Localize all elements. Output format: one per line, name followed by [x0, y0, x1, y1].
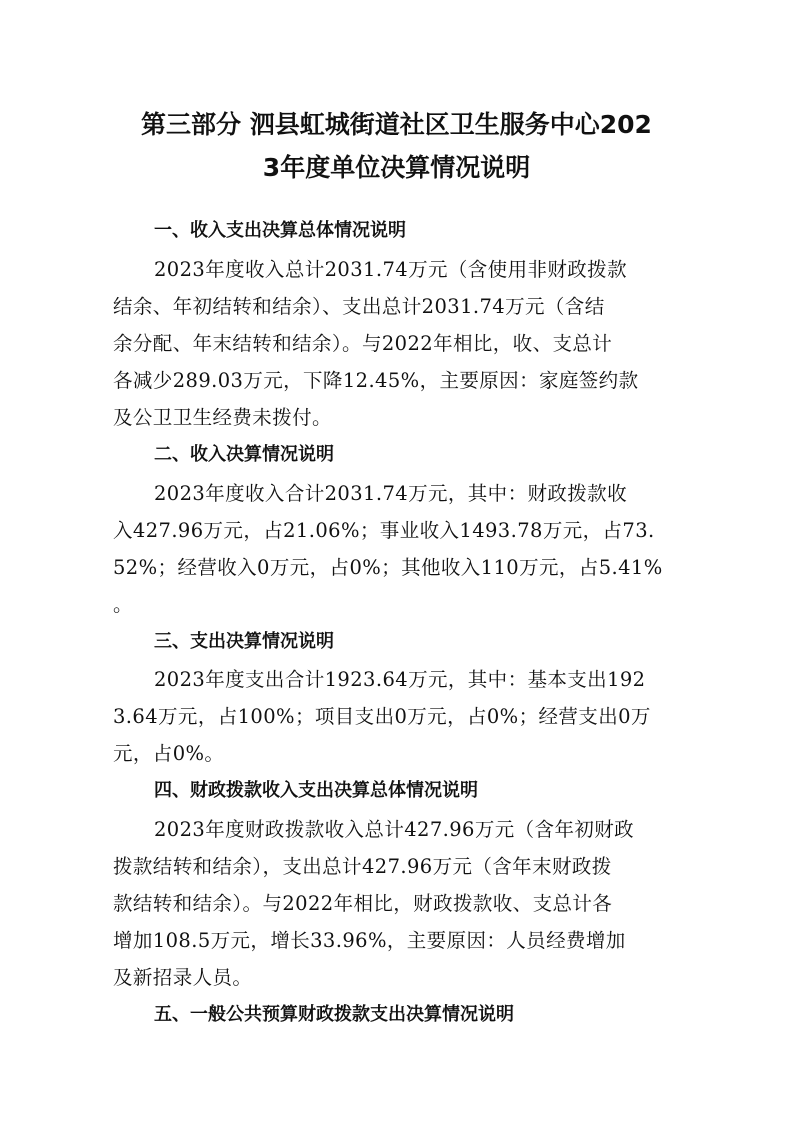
section-1-heading: 一、收入支出决算总体情况说明 — [154, 220, 406, 241]
section-4-paragraph-line: 及新招录人员。 — [113, 966, 253, 989]
section-1-paragraph-line: 结余、年初结转和结余）、支出总计2031.74万元（含结 — [113, 295, 605, 318]
section-1-paragraph-line: 2023年度收入总计2031.74万元（含使用非财政拨款 — [154, 258, 627, 281]
section-4-paragraph-line: 款结转和结余）。与2022年相比，财政拨款收、支总计各 — [113, 892, 613, 915]
section-1-paragraph-line: 及公卫卫生经费未拨付。 — [113, 406, 332, 429]
section-3-paragraph-line: 元，占0%。 — [113, 742, 225, 765]
section-4-paragraph-line: 增加108.5万元，增长33.96%，主要原因：人员经费增加 — [113, 929, 626, 952]
section-3-heading: 三、支出决算情况说明 — [154, 631, 334, 652]
section-4-paragraph-line: 2023年度财政拨款收入总计427.96万元（含年初财政 — [154, 818, 635, 841]
section-5-heading: 五、一般公共预算财政拨款支出决算情况说明 — [154, 1004, 514, 1025]
section-4-paragraph-line: 拨款结转和结余），支出总计427.96万元（含年末财政拨 — [113, 855, 612, 878]
section-2-paragraph-line: 入427.96万元，占21.06%；事业收入1493.78万元，占73. — [113, 519, 655, 542]
section-2-heading: 二、收入决算情况说明 — [154, 444, 334, 465]
section-2-paragraph-line: 52%；经营收入0万元，占0%；其他收入110万元，占5.41% — [113, 556, 663, 579]
section-1-paragraph-line: 余分配、年末结转和结余）。与2022年相比，收、支总计 — [113, 332, 613, 355]
page-title-line-1: 第三部分 泗县虹城街道社区卫生服务中心202 — [141, 110, 652, 139]
section-4-heading: 四、财政拨款收入支出决算总体情况说明 — [154, 780, 478, 801]
section-1-paragraph-line: 各减少289.03万元，下降12.45%，主要原因：家庭签约款 — [113, 369, 639, 392]
section-3-paragraph-line: 2023年度支出合计1923.64万元，其中：基本支出192 — [154, 668, 646, 691]
section-3-paragraph-line: 3.64万元，占100%；项目支出0万元，占0%；经营支出0万 — [113, 705, 651, 728]
section-2-paragraph-line: 2023年度收入合计2031.74万元，其中：财政拨款收 — [154, 482, 627, 505]
section-2-paragraph-line: 。 — [113, 593, 133, 616]
page-title-line-2: 3年度单位决算情况说明 — [262, 153, 531, 182]
